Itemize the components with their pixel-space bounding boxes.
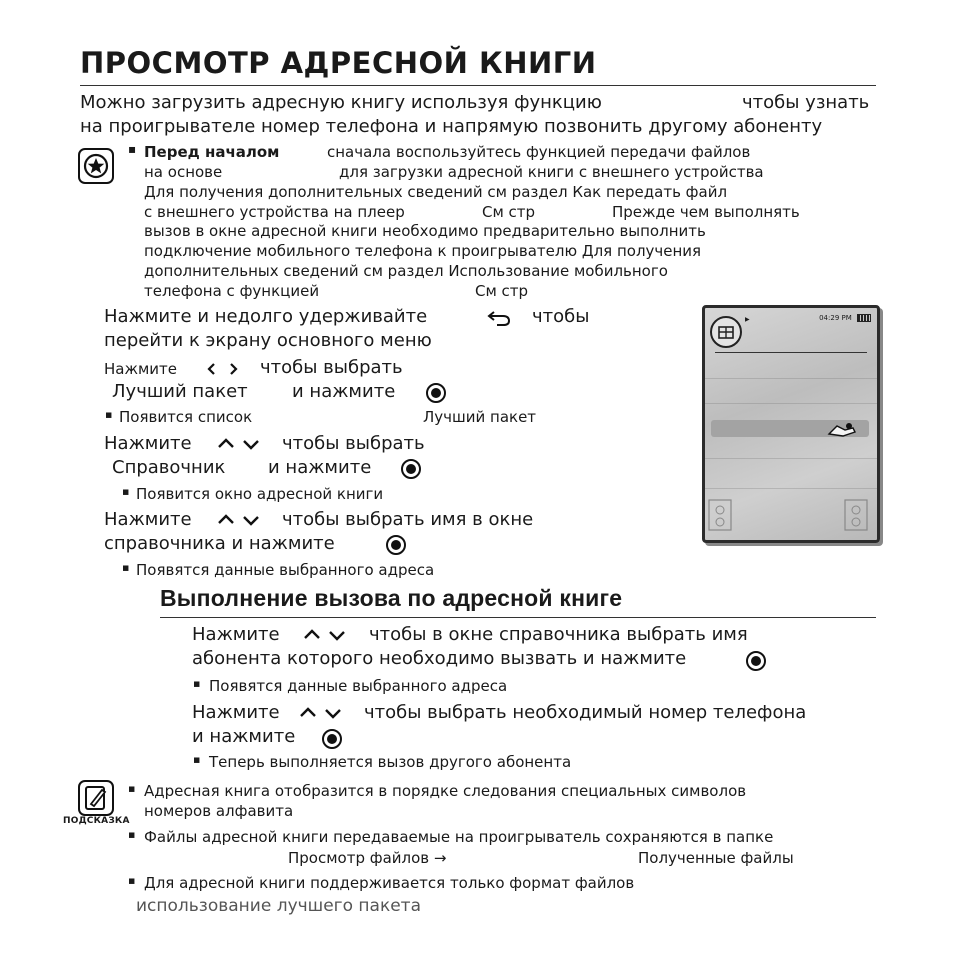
select-button-icon — [322, 728, 342, 749]
intro-line1b: чтобы узнать — [742, 92, 870, 113]
note-line4a: с внешнего устройства на плеер — [144, 203, 405, 221]
step2-note: ▪ Появится список — [105, 408, 253, 426]
tip3-text: Для адресной книги поддерживается только формат файлов — [144, 874, 635, 892]
device-status — [819, 314, 871, 322]
phone-book-icon — [827, 422, 857, 442]
note-line7: дополнительных сведений см раздел Использование мобильного — [144, 262, 668, 280]
device-time: 04:29 PM — [819, 314, 852, 322]
note-line3: Для получения дополнительных сведений см раздел Как передать файл — [144, 183, 728, 201]
select-button-icon — [386, 534, 406, 555]
step3-press: Нажмите — [104, 433, 192, 454]
s2-step1-press: Нажмите — [192, 624, 280, 645]
s2-step1-line2: абонента которого необходимо вызвать и нажмите — [192, 648, 687, 669]
device-header-rule — [715, 352, 867, 353]
step4-press: Нажмите — [104, 509, 192, 530]
s2-step2-line2: и нажмите — [192, 726, 296, 747]
tip-pencil-icon — [78, 780, 114, 816]
step4-note: ▪ Появятся данные выбранного адреса — [122, 561, 435, 579]
note-line6: подключение мобильного телефона к проигрывателю Для получения — [144, 242, 702, 260]
intro-line2: на проигрывателе номер телефона и напрямую позвонить другому абоненту — [80, 116, 823, 137]
play-indicator-icon: ▶ — [745, 316, 750, 323]
up-down-icon — [216, 436, 264, 456]
step2-note-a: Появится список — [119, 408, 253, 426]
note-line1: ▪ Перед началом — [128, 142, 280, 161]
step2-item: Лучший пакет — [112, 381, 248, 402]
menu-tab-icon — [710, 316, 742, 348]
s2-step1-note-text: Появятся данные выбранного адреса — [209, 677, 508, 695]
left-right-icon — [205, 360, 241, 382]
tip1-line1: ▪ Адресная книга отобразится в порядке следования специальных символов — [128, 782, 747, 800]
tip-label: ПОДСКАЗКА — [63, 816, 130, 826]
note-line1-text: сначала воспользуйтесь функцией передачи файлов — [327, 143, 751, 161]
intro-line1a: Можно загрузить адресную книгу используя функцию — [80, 92, 602, 113]
step3-note-text: Появится окно адресной книги — [136, 485, 384, 503]
step3-select: чтобы выбрать — [282, 433, 425, 454]
step2-press: Нажмите — [104, 360, 178, 378]
note-line8b: См стр — [475, 282, 529, 300]
s2-step2-select: чтобы выбрать необходимый номер телефона — [364, 702, 807, 723]
step1-line1b: чтобы — [532, 306, 590, 327]
note-line4b: См стр — [482, 203, 536, 221]
step1-line1a: Нажмите и недолго удерживайте — [104, 306, 428, 327]
step2-note-b: Лучший пакет — [423, 408, 537, 426]
device-screen-illustration — [702, 305, 880, 543]
s2-step1-note: ▪ Появятся данные выбранного адреса — [193, 677, 508, 695]
note-lead: Перед началом — [144, 143, 280, 161]
step4-select: чтобы выбрать имя в окне — [282, 509, 534, 530]
select-button-icon — [401, 458, 421, 479]
up-down-icon — [216, 512, 264, 532]
back-icon — [486, 307, 512, 331]
tip3-line1: ▪ Для адресной книги поддерживается только формат файлов — [128, 874, 635, 892]
up-down-icon — [302, 627, 350, 647]
tip2-line2a: Просмотр файлов → — [288, 849, 447, 867]
up-down-icon — [298, 705, 346, 725]
step3-note: ▪ Появится окно адресной книги — [122, 485, 384, 503]
step3-item: Справочник — [112, 457, 226, 478]
page-footer: использование лучшего пакета — [136, 896, 421, 916]
battery-icon — [857, 314, 871, 322]
section2-divider — [160, 617, 876, 618]
step4-line2: справочника и нажмите — [104, 533, 335, 554]
note-line2b: для загрузки адресной книги с внешнего устройства — [339, 163, 764, 181]
s2-step2-note-text: Теперь выполняется вызов другого абонента — [209, 753, 572, 771]
note-line8a: телефона с функцией — [144, 282, 320, 300]
tip2-line1: ▪ Файлы адресной книги передаваемые на проигрыватель сохраняются в папке — [128, 828, 774, 846]
note-star-icon — [78, 148, 114, 184]
note-line5: вызов в окне адресной книги необходимо предварительно выполнить — [144, 222, 706, 240]
tip2-text: Файлы адресной книги передаваемые на проигрыватель сохраняются в папке — [144, 828, 774, 846]
s2-step2-note: ▪ Теперь выполняется вызов другого абонента — [193, 753, 572, 771]
note-line2a: на основе — [144, 163, 223, 181]
device-bottom-left-decoration — [707, 498, 737, 538]
step1-line2: перейти к экрану основного меню — [104, 330, 432, 351]
tip2-line2b: Полученные файлы — [638, 849, 794, 867]
step2-press2: и нажмите — [292, 381, 396, 402]
section2-heading: Выполнение вызова по адресной книге — [160, 585, 623, 611]
step3-press2: и нажмите — [268, 457, 372, 478]
step4-note-text: Появятся данные выбранного адреса — [136, 561, 435, 579]
select-button-icon — [746, 650, 766, 671]
note-line4c: Прежде чем выполнять — [612, 203, 800, 221]
select-button-icon — [426, 382, 446, 403]
title-divider — [80, 85, 876, 86]
s2-step2-press: Нажмите — [192, 702, 280, 723]
device-bottom-right-decoration — [843, 498, 873, 538]
page-title: ПРОСМОТР АДРЕСНОЙ КНИГИ — [80, 46, 597, 80]
step2-select: чтобы выбрать — [260, 357, 403, 378]
s2-step1-select: чтобы в окне справочника выбрать имя — [369, 624, 748, 645]
tip1-text: Адресная книга отобразится в порядке следования специальных символов — [144, 782, 747, 800]
tip1-line2: номеров алфавита — [144, 802, 294, 820]
